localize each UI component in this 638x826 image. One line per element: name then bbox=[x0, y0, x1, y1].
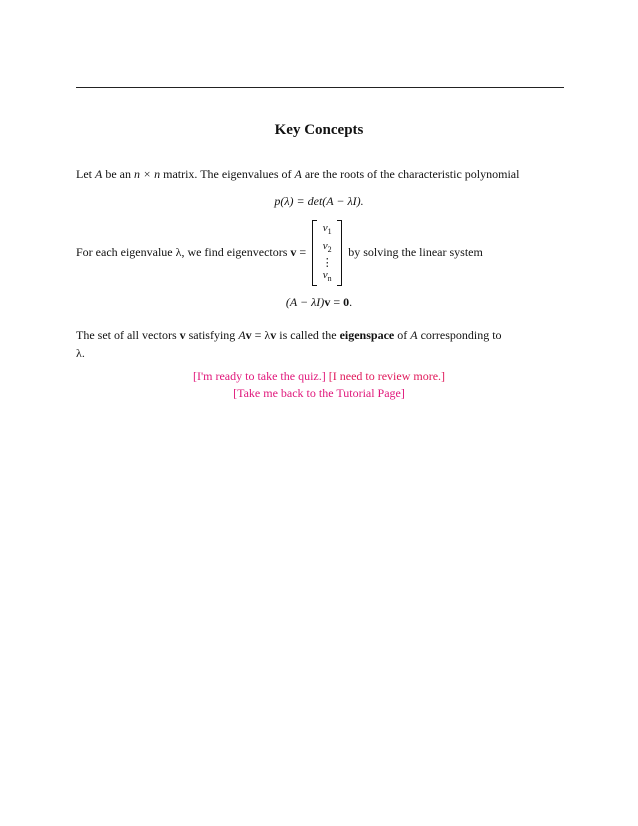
entry-dots: ⋮ bbox=[321, 256, 333, 269]
eigenspace-paragraph: The set of all vectors v satisfying Av = λv is called the eigenspace of A corresponding to λ. bbox=[76, 328, 502, 360]
header-rule bbox=[76, 87, 564, 88]
eigenvector-paragraph bbox=[76, 219, 564, 286]
text: matrix. The eigenvalues of bbox=[160, 167, 295, 181]
page-title: Key Concepts bbox=[274, 122, 364, 138]
text: by solving the linear system bbox=[348, 245, 483, 259]
matrix-entries bbox=[312, 221, 342, 286]
take-quiz-link[interactable]: [I'm ready to take the quiz.] bbox=[192, 369, 326, 383]
math-A: A bbox=[95, 167, 103, 181]
characteristic-polynomial-equation: p(λ) = det(A − λI). bbox=[274, 194, 364, 208]
review-more-link[interactable]: [I need to review more.] bbox=[328, 369, 446, 383]
text: Let bbox=[76, 167, 95, 181]
math-n-by-n: n × n bbox=[134, 167, 161, 181]
text: be an bbox=[102, 167, 134, 181]
text: = bbox=[296, 245, 307, 259]
entry-v2: $v_2$ bbox=[322, 240, 332, 255]
text: are the roots of the characteristic polynomial bbox=[301, 167, 520, 181]
linear-system-equation: (A − λI)v = 0. bbox=[285, 295, 353, 309]
navigation-links bbox=[0, 368, 638, 402]
column-vector-matrix bbox=[312, 220, 342, 286]
text: For each eigenvalue λ, we find eigenvectors bbox=[76, 245, 291, 259]
math-v-bold: v bbox=[290, 245, 297, 259]
entry-vn: $v_n$ bbox=[322, 268, 332, 283]
intro-paragraph bbox=[76, 165, 564, 183]
math-A: A bbox=[294, 167, 302, 181]
entry-v1: $v_1$ bbox=[322, 222, 332, 237]
eigenspace-term: eigenspace bbox=[339, 328, 395, 342]
tutorial-page-link[interactable]: [Take me back to the Tutorial Page] bbox=[233, 386, 405, 400]
